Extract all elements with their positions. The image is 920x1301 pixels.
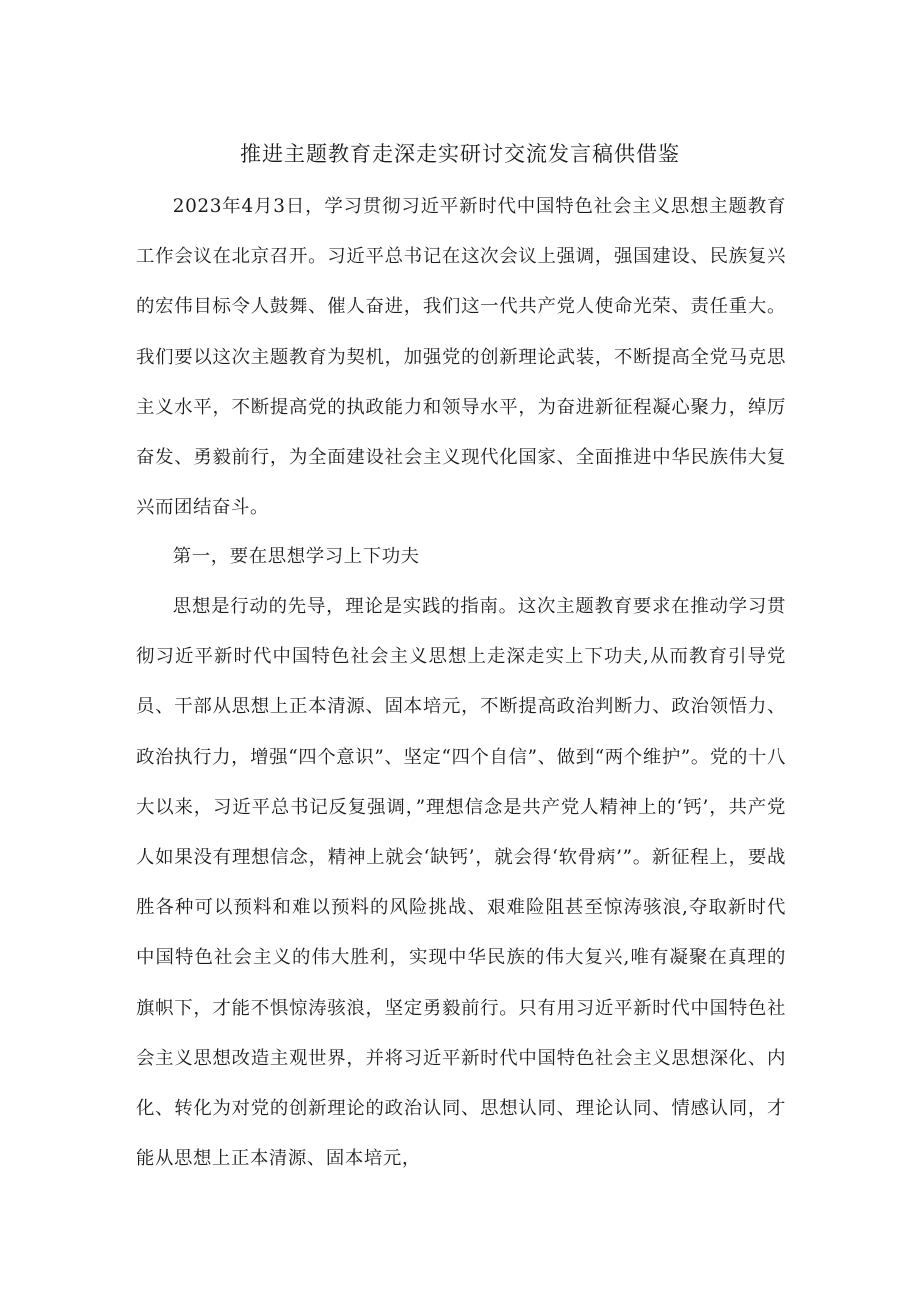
paragraph-body: 思想是行动的先导，理论是实践的指南。这次主题教育要求在推动学习贯彻习近平新时代中国特色社会主义思想上走深走实上下功夫,从而教育引导党员、干部从思想上正本清源、固本培元，不断提高政治判断力、政治领悟力、政治执行力，增强“四个意识”、坚定“四个自信”、做到“两个维护”。党的十八大以来，习近平总书记反复强调，”理想信念是共产党人精神上的‘钙’，共产党人如果没有理想信念，精神上就会‘缺钙’，就会得‘软骨病’”。新征程上，要战胜各种可以预料和难以预料的风险挑战、艰难险阻甚至惊涛骇浪,夺取新时代中国特色社会主义的伟大胜利，实现中华民族的伟大复兴,唯有凝聚在真理的旗帜下，才能不惧惊涛骇浪，坚定勇毅前行。只有用习近平新时代中国特色社会主义思想改造主观世界，并将习近平新时代中国特色社会主义思想深化、内化、转化为对党的创新理论的政治认同、思想认同、理论认同、情感认同，才能从思想上正本清源、固本培元， bbox=[136, 596, 786, 1170]
paragraph-intro: 2023年4月3日，学习贯彻习近平新时代中国特色社会主义思想主题教育工作会议在北京召开。习近平总书记在这次会议上强调，强国建设、民族复兴的宏伟目标令人鼓舞、催人奋进，我们这一代共产党人使命光荣、责任重大。我们要以这次主题教育为契机，加强党的创新理论武装，不断提高全党马克思主义水平，不断提高党的执政能力和领导水平，为奋进新征程凝心聚力，绰厉奋发、勇毅前行，为全面建设社会主义现代化国家、全面推进中华民族伟大复兴而团结奋斗。 bbox=[136, 196, 786, 519]
section-heading: 第一，要在思想学习上下功夫 bbox=[172, 546, 420, 567]
document-title: 推进主题教育走深走实研讨交流发言稿供借鉴 bbox=[240, 142, 680, 166]
